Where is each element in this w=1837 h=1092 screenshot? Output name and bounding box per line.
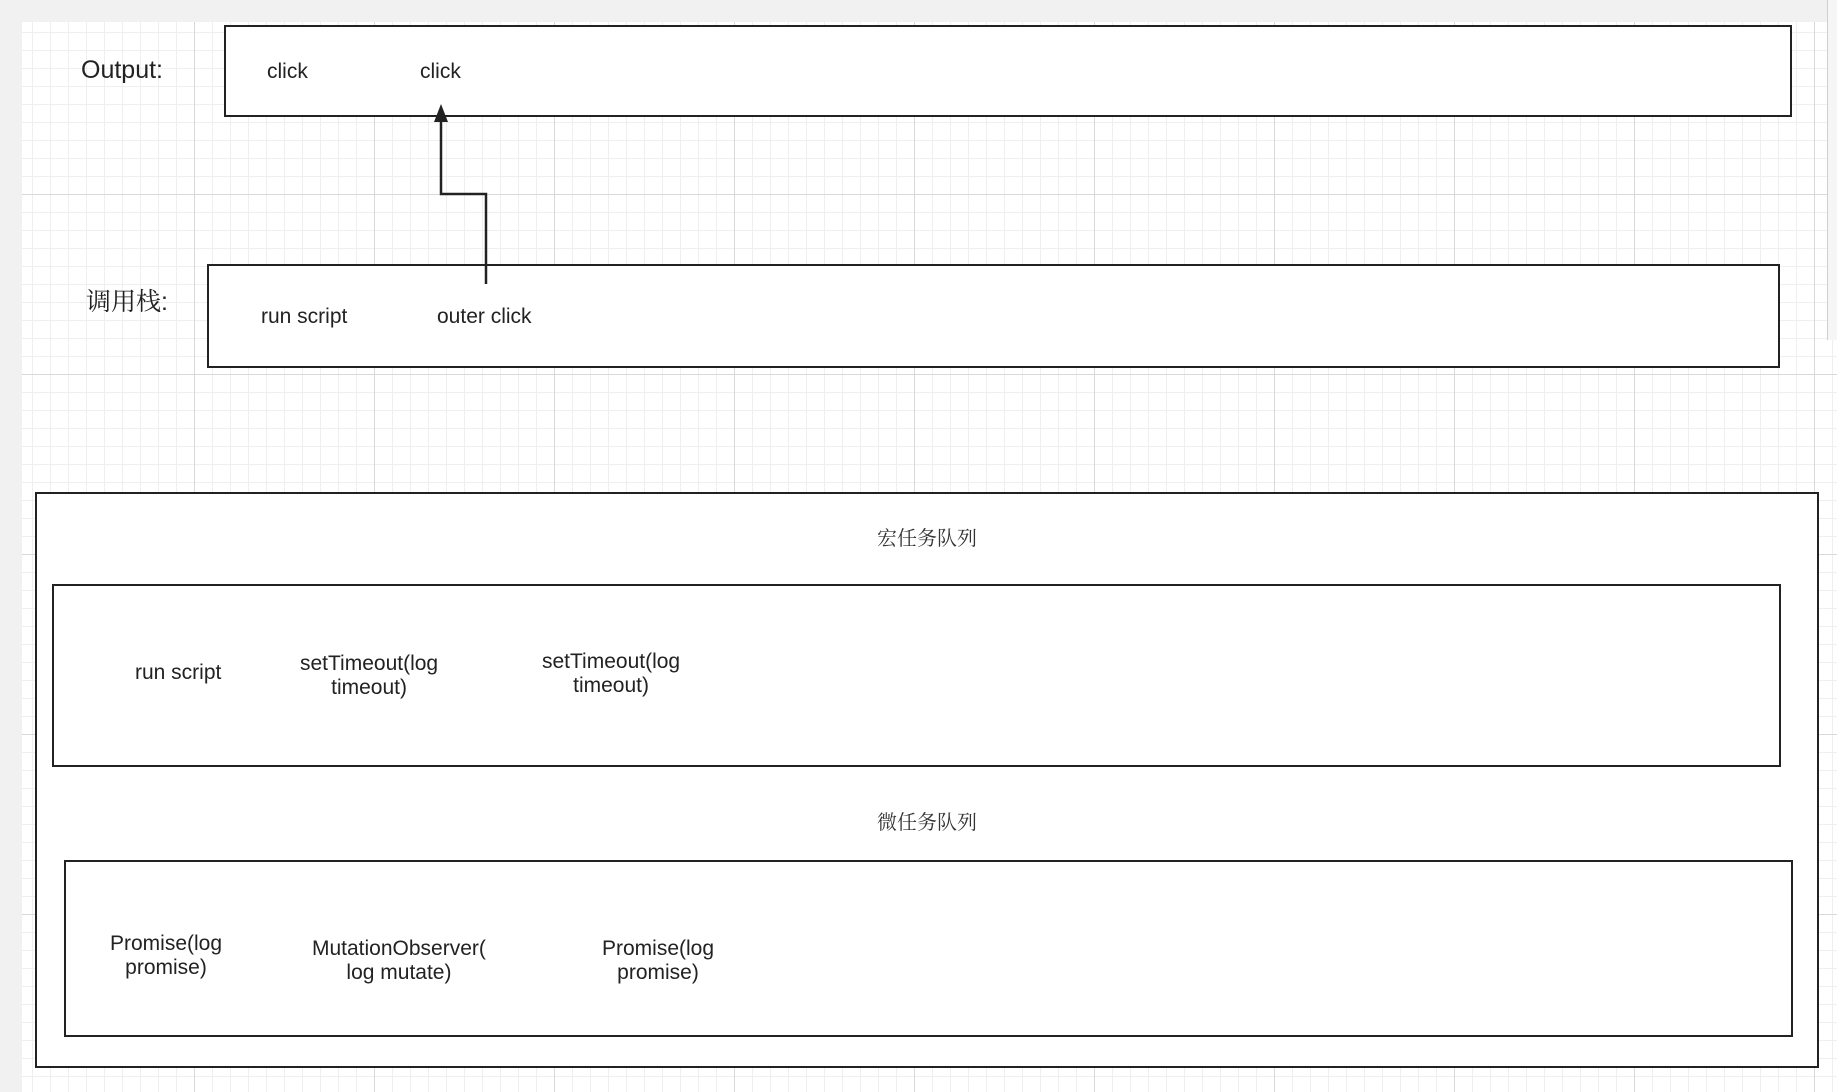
call-stack-label: 调用栈: [86,288,168,316]
microtask-item: Promise(log promise) [602,937,715,984]
macrotask-item: setTimeout(log timeout) [300,652,439,699]
microtask-item: MutationObserver( log mutate) [312,937,486,984]
microtask-queue-title: 微任务队列 [877,812,977,834]
arrowhead [434,104,448,122]
call-stack-item: run script [261,305,348,328]
call-stack-item: outer click [437,305,532,328]
connector-line [441,116,486,284]
macrotask-item: run script [135,661,222,684]
macrotask-item: setTimeout(log timeout) [542,650,681,697]
macrotask-queue-title: 宏任务队列 [877,528,977,550]
output-item: click [267,60,308,83]
output-item: click [420,60,461,83]
vertical-scrollbar[interactable] [1827,0,1837,340]
microtask-item: Promise(log promise) [110,932,223,979]
output-label: Output: [81,56,163,84]
